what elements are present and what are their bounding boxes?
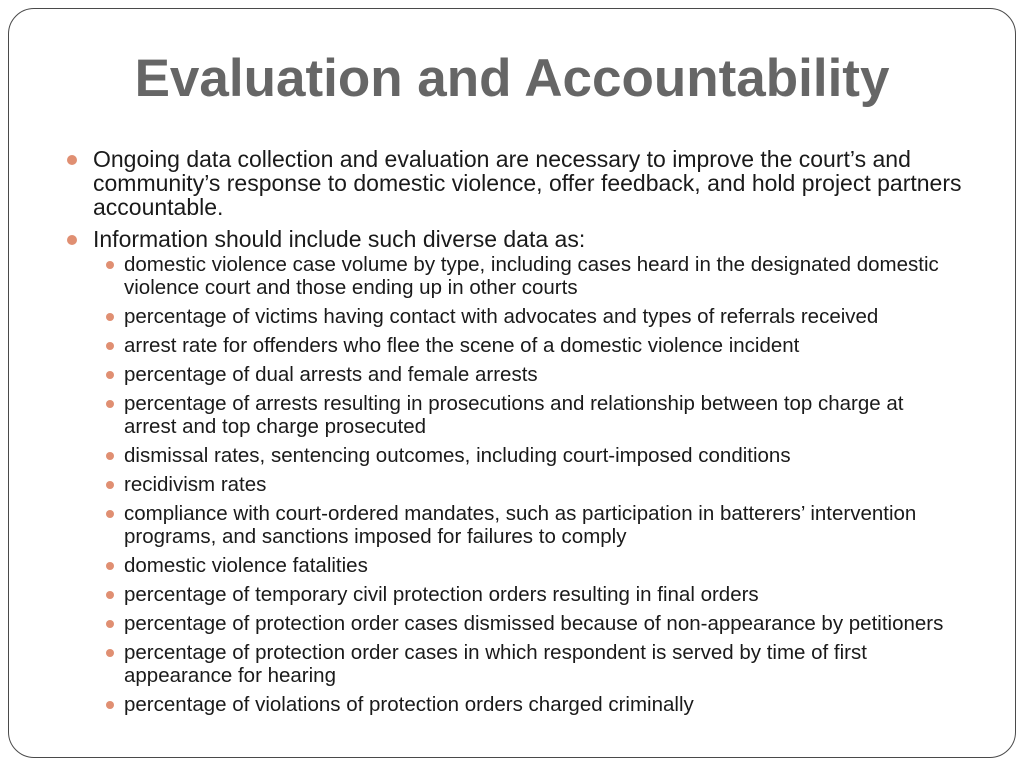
bullet-dot-icon: [106, 371, 114, 379]
sub-bullet-text: percentage of dual arrests and female arrests: [124, 363, 538, 386]
bullet-dot-icon: [67, 155, 77, 165]
bullet-dot-icon: [106, 342, 114, 350]
bullet-item: [9, 147, 1015, 219]
sub-bullet-item: [9, 305, 1015, 328]
sub-bullet-text: arrest rate for offenders who flee the scene of a domestic violence incident: [124, 334, 800, 357]
sub-bullet-item: [9, 444, 1015, 467]
bullet-item: [9, 227, 1015, 251]
sub-bullet-item: [9, 554, 1015, 577]
sub-bullet-text: recidivism rates: [124, 473, 267, 496]
bullet-dot-icon: [106, 400, 114, 408]
bullet-text: Information should include such diverse data as:: [93, 226, 586, 252]
sub-bullet-text: percentage of arrests resulting in prosecutions and relationship between top charge at arrest and top charge prosecuted: [124, 392, 904, 438]
bullet-dot-icon: [67, 235, 77, 245]
bullet-dot-icon: [106, 510, 114, 518]
sub-bullet-text: domestic violence case volume by type, including cases heard in the designated domestic violence court and those ending up in other courts: [124, 253, 939, 299]
sub-bullet-item: [9, 583, 1015, 606]
sub-bullet-item: [9, 392, 1015, 438]
sub-bullet-text: percentage of protection order cases in which respondent is served by time of first appearance for hearing: [124, 641, 867, 687]
sub-bullet-text: compliance with court-ordered mandates, such as participation in batterers’ intervention programs, and sanctions imposed for failures to comply: [124, 502, 917, 548]
sub-bullet-item: [9, 363, 1015, 386]
bullet-dot-icon: [106, 313, 114, 321]
bullet-dot-icon: [106, 452, 114, 460]
bullet-text: Ongoing data collection and evaluation are necessary to improve the court’s and community’s response to domestic violence, offer feedback, and hold project partners accountable.: [93, 146, 962, 220]
sub-bullet-item: [9, 473, 1015, 496]
bullet-dot-icon: [106, 261, 114, 269]
sub-bullet-item: [9, 334, 1015, 357]
sub-bullet-text: percentage of temporary civil protection orders resulting in final orders: [124, 583, 759, 606]
bullet-dot-icon: [106, 481, 114, 489]
sub-bullet-item: [9, 502, 1015, 548]
sub-bullet-list: [9, 253, 1015, 716]
sub-bullet-text: percentage of violations of protection orders charged criminally: [124, 693, 694, 716]
sub-bullet-item: [9, 253, 1015, 299]
bullet-dot-icon: [106, 562, 114, 570]
bullet-dot-icon: [106, 649, 114, 657]
slide-frame: [8, 8, 1016, 758]
slide-title: Evaluation and Accountability: [134, 49, 890, 108]
sub-bullet-item: [9, 693, 1015, 716]
sub-bullet-item: [9, 612, 1015, 635]
bullet-dot-icon: [106, 701, 114, 709]
sub-bullet-text: percentage of victims having contact with advocates and types of referrals received: [124, 305, 879, 328]
sub-bullet-text: dismissal rates, sentencing outcomes, including court-imposed conditions: [124, 444, 791, 467]
sub-bullet-text: percentage of protection order cases dismissed because of non-appearance by petitioners: [124, 612, 944, 635]
bullet-dot-icon: [106, 620, 114, 628]
bullet-dot-icon: [106, 591, 114, 599]
slide-content: [9, 147, 1015, 722]
sub-bullet-item: [9, 641, 1015, 687]
sub-bullet-text: domestic violence fatalities: [124, 554, 368, 577]
